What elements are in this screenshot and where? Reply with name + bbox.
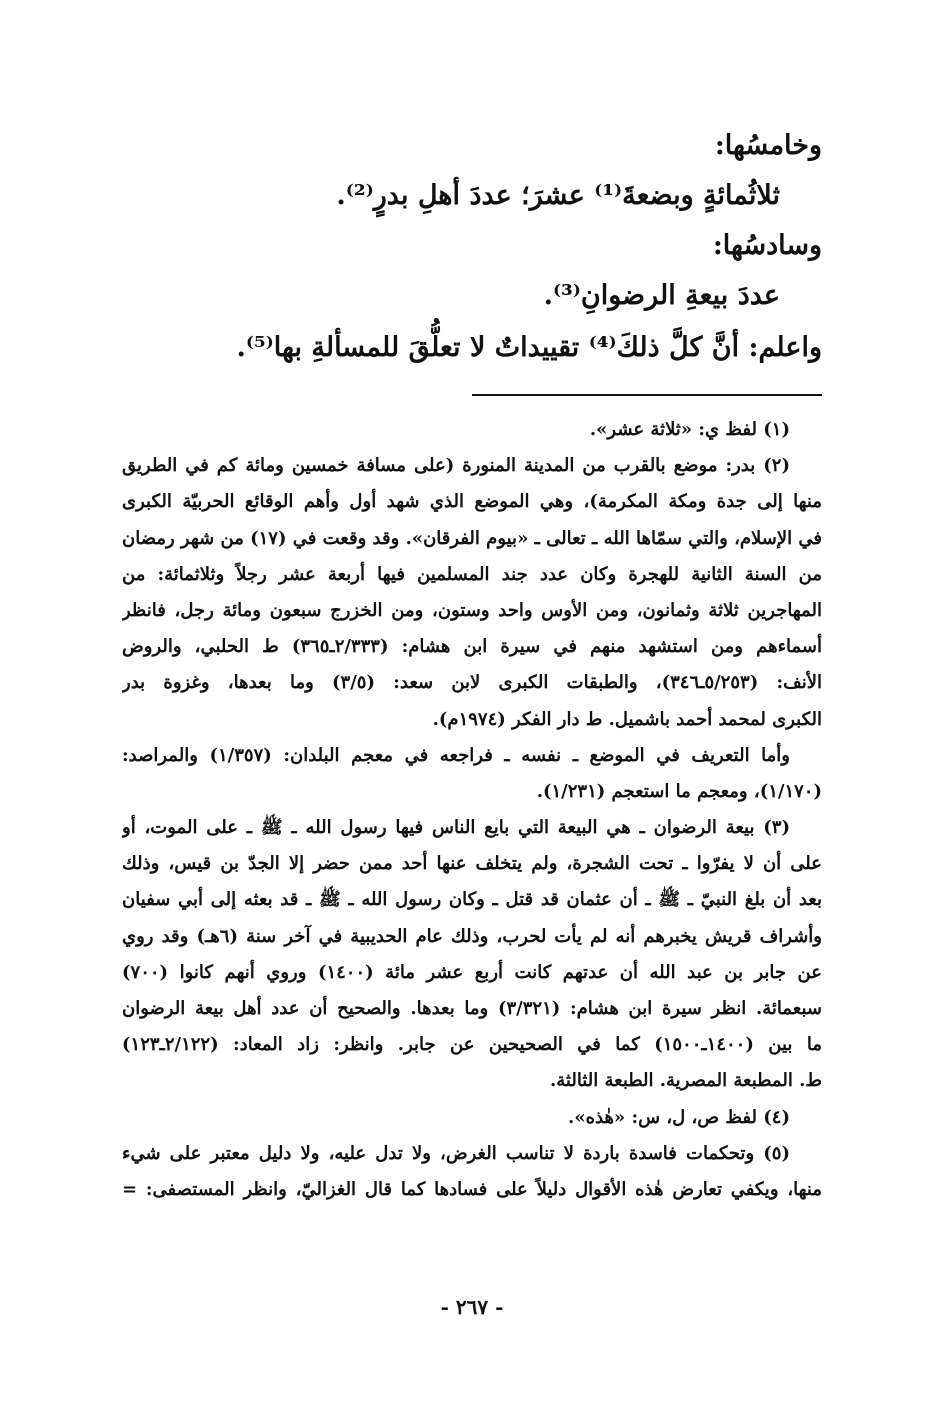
footnote-line: ما بين (١٤٠٠ـ١٥٠٠) كما في الصحيحين عن جابر. وانظر: زاد المعاد: (٢/١٢٢ـ١٢٣) [122,1034,822,1056]
footnote-line: (٣) بيعة الرضوان ـ هي البيعة التي بايع الناس فيها رسول الله ـ ﷺ ـ على الموت، أو [122,817,790,839]
footnote-line: وأشراف قريش يخبرهم أنه لم يأت لحرب، وذلك عام الحديبية في آخر سنة (٦هـ) وقد روي [122,925,822,947]
footnote-line: سبعمائة. انظر سيرة ابن هشام: (٣/٣٢١) وما بعدها. والصحيح أن عدد أهل بيعة الرضوان [122,998,822,1019]
footnote-line: المهاجرين ثلاثة وثمانون، ومن الأوس واحد وستون، ومن الخزرج سبعون ومائة رجل، فانظر [122,599,822,621]
main-text [132,122,822,374]
footnote-line: ط. المطبعة المصرية. الطبعة الثالثة. [549,1070,822,1092]
footnote-line: في الإسلام، والتي سمّاها الله ـ تعالى ـ «بيوم الفرقان». وقد وقعت في (١٧) من شهر رمضان [122,527,822,549]
heading-fifth: وخامسُها: [714,130,822,161]
text-sixth: عددَ بيعةِ الرضوانِ⁽³⁾. [543,280,780,311]
footnote-line: (٤) لفظ ص، ل، س: «هٰذه». [568,1106,790,1128]
footnote-line: الأنف: (٥/٢٥٣ـ٣٤٦)، والطبقات الكبرى لابن سعد: (٣/٥) وما بعدها، وغزوة بدر [122,672,822,694]
footnote-line: عن جابر بن عبد الله أن عدتهم كانت أربع عشر مائة (١٤٠٠) وروي أنهم كانوا (٧٠٠) [122,961,822,983]
footnote-line: أسماءهم ومن استشهد منهم في سيرة ابن هشام: (٢/٣٣٣ـ٣٦٥) ط الحلبي، والروض [122,636,822,658]
footnote-line: وأما التعريف في الموضع ـ نفسه ـ فراجعه في معجم البلدان: (١/٣٥٧) والمراصد: [122,744,790,766]
footnote-line: على أن لا يفرّوا ـ تحت الشجرة، ولم يتخلف عنها أحد ممن حضر إلا الجدّ بن قيس، وذلك [122,853,822,875]
footnote-line: منها، ويكفي تعارض هٰذه الأقوال دليلاً على فسادها كما قال الغزاليّ، وانظر المستصفى: = [122,1178,822,1200]
footnote-line: (١/١٧٠)، ومعجم ما استعجم (١/٢٣١). [536,780,822,802]
closing-statement: واعلم: أنَّ كلَّ ذلكَ⁽⁴⁾ تقييداتٌ لا تعلُّقَ للمسألةِ بها⁽⁵⁾. [236,332,822,363]
footnotes [122,412,822,1208]
footnote-line: الكبرى لمحمد أحمد باشميل. ط دار الفكر (١٩٧٤م). [432,708,822,730]
heading-sixth: وسادسُها: [712,230,822,261]
footnote-line: (٢) بدر: موضع بالقرب من المدينة المنورة (على مسافة خمسين ومائة كم في الطريق [122,455,790,477]
footnote-line: بعد أن بلغ النبيّ ـ ﷺ ـ أن عثمان قد قتل ـ وكان رسول الله ـ ﷺ ـ قد بعثه إلى أبي سفيان [122,889,822,911]
footnote-line: (٥) وتحكمات فاسدة باردة لا تناسب الغرض، ولا تدل عليه، ولا دليل معتبر على شيء [122,1142,790,1164]
footnote-line: منها إلى جدة ومكة المكرمة)، وهي الموضع الذي شهد أول وأهم الوقائع الحربيّة الكبرى [122,491,822,513]
footnote-line: (١) لفظ ي: «ثلاثة عشر». [589,419,790,440]
page-number: - ٢٦٧ - [440,1295,504,1319]
text-fifth: ثلاثُمائةٍ وبضعةَ⁽¹⁾ عشرَ؛ عددَ أهلِ بدرٍ⁽²⁾. [336,180,780,211]
footnote-line: من السنة الثانية للهجرة وكان عدد جند المسلمين فيها أربعة عشر رجلاً وثلاثمائة: من [122,563,822,585]
footnote-separator [472,394,822,396]
